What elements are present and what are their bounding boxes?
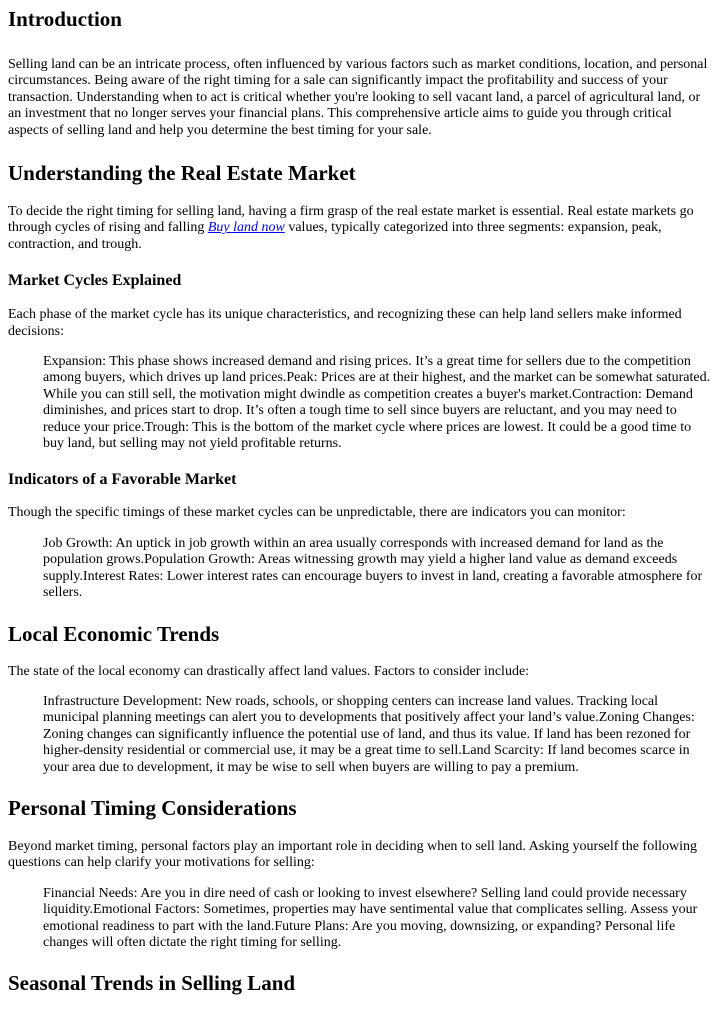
favorable-market-paragraph: Though the specific timings of these market cycles can be unpredictable, there are indicators you can monitor: bbox=[8, 504, 626, 520]
section-heading-introduction: Introduction bbox=[8, 7, 122, 31]
paragraph-text: To decide the right timing for selling land, having a firm grasp of the real estate market is essential. Real estate markets go through cycles of rising and falling bbox=[8, 204, 694, 236]
section-heading-seasonal-trends: Seasonal Trends in Selling Land bbox=[8, 971, 296, 996]
local-economic-quote: Infrastructure Development: New roads, schools, or shopping centers can increase land values. Tracking local municipal planning meetings can alert you to developments that positively affect your land’s value.Zoning Changes: Zoning changes can significantly influence the potential use of land, and thus its value. If land has been rezoned for higher-density residential or commercial use, it may be a great time to sell.Land Scarcity: If land becomes scarce in your area due to development, it may be wise to sell when buyers are willing to pay a premium. bbox=[43, 693, 695, 775]
market-cycles-quote: Expansion: This phase shows increased demand and rising prices. It’s a great time for sellers due to the competition among buyers, which drives up land prices.Peak: Prices are at their highest, and the market can be somewhat saturated. While you can still sell, the motivation might dwindle as competition creates a buyer's market.Contraction: Demand diminishes, and prices start to drop. It’s often a tough time to sell since buyers are reluctant, and you may need to reduce your price.Trough: This is the bottom of the market cycle where prices are lowest. It could be a good time to buy land, but selling may not yield profitable returns. bbox=[43, 354, 711, 452]
favorable-market-quote: Job Growth: An uptick in job growth within an area usually corresponds with increased demand for land as the population grows.Population Growth: Areas witnessing growth may yield a higher land value as demand exceeds supply.Interest Rates: Lower interest rates can encourage buyers to invest in land, creating a favorable atmosphere for sellers. bbox=[43, 535, 703, 601]
section-heading-personal-timing: Personal Timing Considerations bbox=[8, 795, 297, 820]
local-economic-paragraph: The state of the local economy can drastically affect land values. Factors to consider include: bbox=[8, 663, 530, 679]
section-heading-local-economic-trends: Local Economic Trends bbox=[8, 621, 220, 646]
personal-timing-paragraph: Beyond market timing, personal factors play an important role in deciding when to sell land. Asking yourself the following questions can help clarify your motivations for selling: bbox=[8, 838, 697, 871]
subheading-market-cycles: Market Cycles Explained bbox=[8, 272, 182, 290]
buy-land-now-link[interactable]: Buy land now bbox=[207, 220, 285, 236]
real-estate-market-paragraph bbox=[8, 204, 712, 253]
section-heading-real-estate-market: Understanding the Real Estate Market bbox=[8, 161, 356, 186]
paragraph-text: values, typically categorized into three segments: expansion, peak, contraction, and trough. bbox=[8, 220, 662, 252]
subheading-favorable-market: Indicators of a Favorable Market bbox=[8, 470, 237, 488]
market-cycles-paragraph: Each phase of the market cycle has its unique characteristics, and recognizing these can help land sellers make informed decisions: bbox=[8, 307, 682, 339]
introduction-paragraph: Selling land can be an intricate process, often influenced by various factors such as market conditions, location, and personal circumstances. Being aware of the right timing for a sale can significantly impact the profitability and success of your transaction. Understanding when to act is critical whether you're looking to sell vacant land, a parcel of agricultural land, or an investment that no longer serves your financial plans. This comprehensive article aims to guide you through critical aspects of selling land and help you determine the best timing for your sale. bbox=[8, 57, 708, 138]
personal-timing-quote: Financial Needs: Are you in dire need of cash or looking to invest elsewhere? Selling land could provide necessary liquidity.Emotional Factors: Sometimes, properties may have sentimental value that complicates selling. Assess your emotional readiness to part with the land.Future Plans: Are you moving, downsizing, or expanding? Personal life changes will often dictate the right timing for selling. bbox=[43, 885, 698, 950]
